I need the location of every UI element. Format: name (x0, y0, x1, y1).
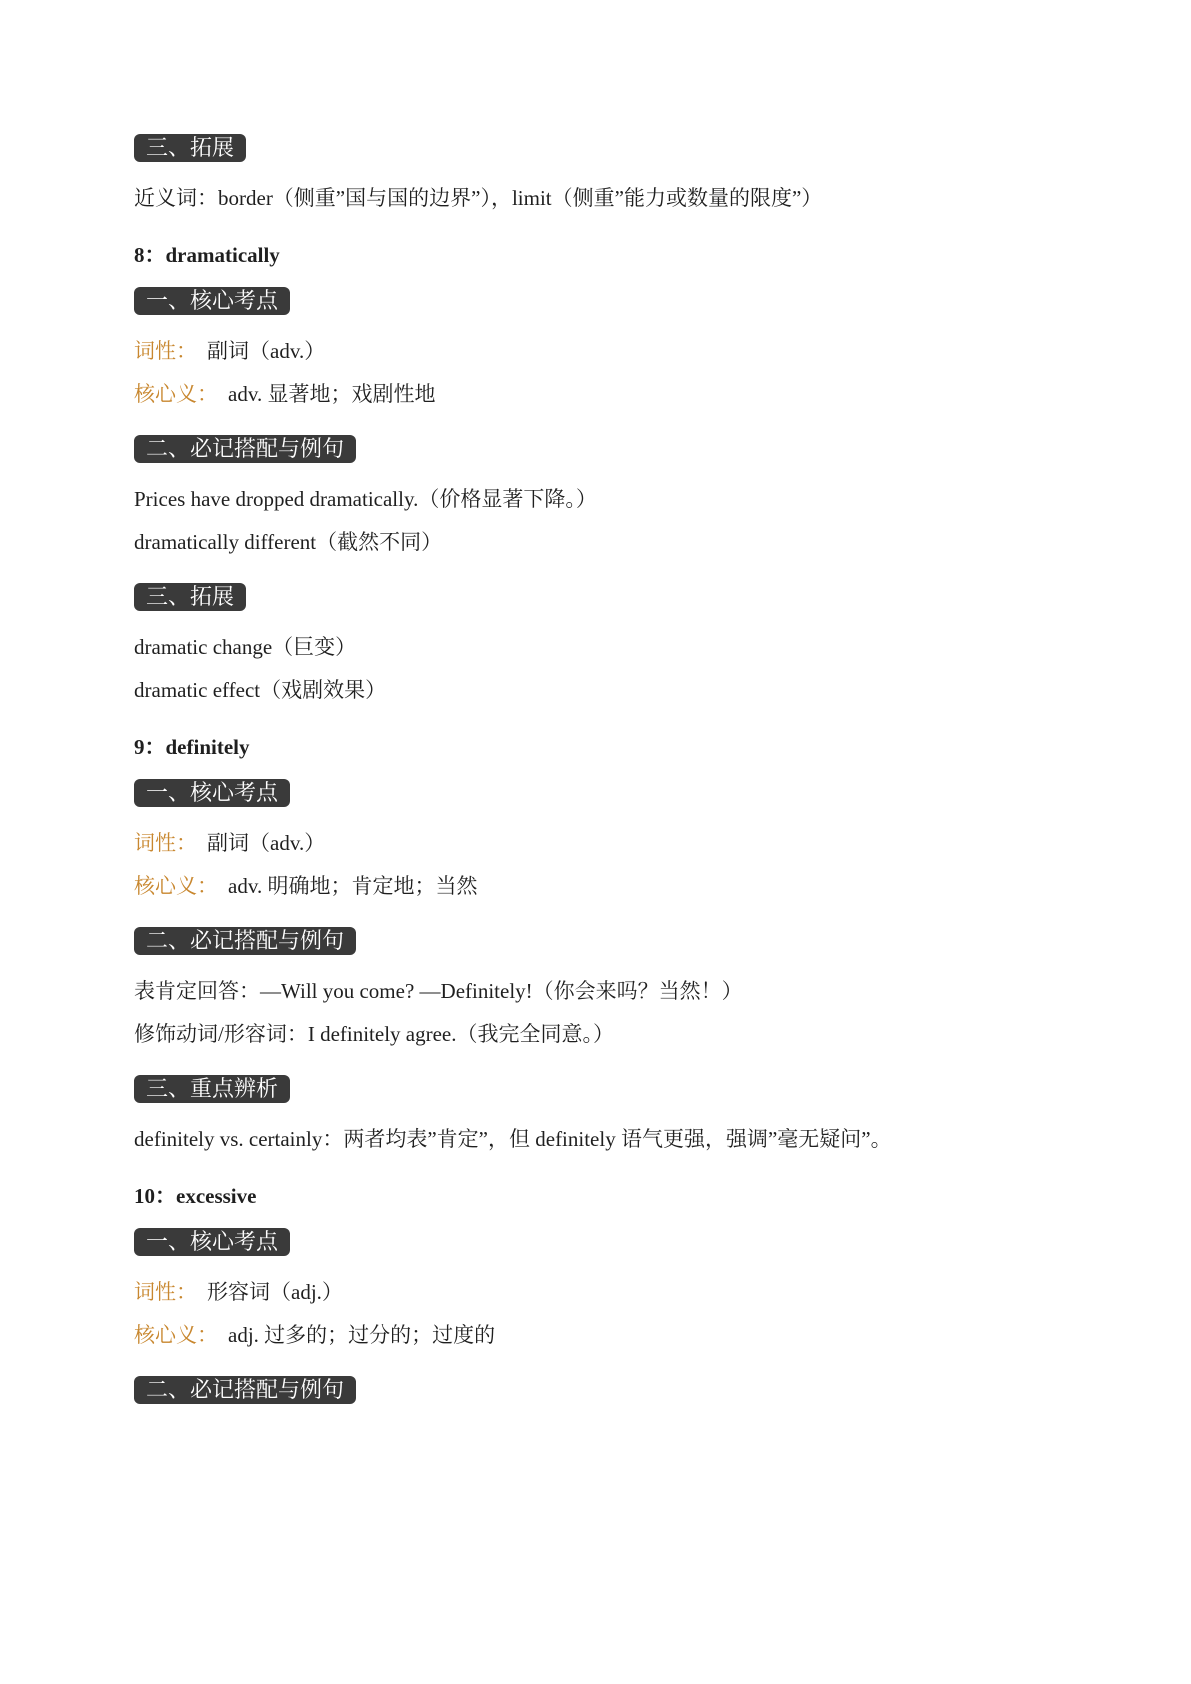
part-of-speech-value: 副词（adv.） (207, 339, 326, 363)
core-meaning-value: adj. 过多的；过分的；过度的 (228, 1323, 496, 1347)
core-points-badge-row (134, 1212, 1191, 1271)
part-of-speech-label: 词性： (134, 831, 197, 855)
part-of-speech-value: 副词（adv.） (207, 831, 326, 855)
collocations-badge: 二、必记搭配与例句 (134, 1376, 356, 1404)
example-line: dramatically different（截然不同） (134, 530, 443, 554)
expand-badge: 三、拓展 (134, 134, 246, 162)
word-heading: 10：excessive (134, 1184, 257, 1208)
word-heading: 8：dramatically (134, 243, 280, 267)
core-meaning-value: adv. 显著地；戏剧性地 (228, 382, 436, 406)
word-heading: 9：definitely (134, 735, 250, 759)
part-of-speech-label: 词性： (134, 339, 197, 363)
core-meaning-line (134, 373, 1191, 416)
example-line: Prices have dropped dramatically.（价格显著下降。） (134, 487, 597, 511)
collocations-badge: 二、必记搭配与例句 (134, 435, 356, 463)
part-of-speech-line (134, 822, 1191, 865)
core-points-badge: 一、核心考点 (134, 287, 290, 315)
collocations-badge-row (134, 911, 1191, 970)
collocations-badge: 二、必记搭配与例句 (134, 927, 356, 955)
core-points-badge: 一、核心考点 (134, 779, 290, 807)
expand-badge: 三、拓展 (134, 583, 246, 611)
extension-line: dramatic change（巨变） (134, 635, 357, 659)
core-meaning-line (134, 1314, 1191, 1357)
synonyms-line: 近义词：border（侧重”国与国的边界”），limit（侧重”能力或数量的限度”） (134, 186, 823, 210)
core-meaning-label: 核心义： (134, 1323, 218, 1347)
part-of-speech-value: 形容词（adj.） (207, 1280, 343, 1304)
part-of-speech-label: 词性： (134, 1280, 197, 1304)
example-line: 表肯定回答：—Will you come? —Definitely!（你会来吗？当然！） (134, 979, 743, 1003)
core-points-badge-row (134, 271, 1191, 330)
analysis-badge-row (134, 1059, 1191, 1118)
part-of-speech-line (134, 1271, 1191, 1314)
collocations-badge-row (134, 419, 1191, 478)
analysis-line: definitely vs. certainly：两者均表”肯定”，但 definitely 语气更强，强调”毫无疑问”。 (134, 1127, 892, 1151)
core-meaning-value: adv. 明确地；肯定地；当然 (228, 874, 478, 898)
core-meaning-label: 核心义： (134, 874, 218, 898)
part-of-speech-line (134, 330, 1191, 373)
core-meaning-line (134, 865, 1191, 908)
core-points-badge-row (134, 763, 1191, 822)
extension-line: dramatic effect（戏剧效果） (134, 678, 387, 702)
example-line: 修饰动词/形容词：I definitely agree.（我完全同意。） (134, 1022, 615, 1046)
expand-badge-row (134, 567, 1191, 626)
analysis-badge: 三、重点辨析 (134, 1075, 290, 1103)
collocations-badge-row (134, 1360, 1191, 1419)
core-meaning-label: 核心义： (134, 382, 218, 406)
expand-badge-row (134, 118, 1191, 177)
core-points-badge: 一、核心考点 (134, 1228, 290, 1256)
